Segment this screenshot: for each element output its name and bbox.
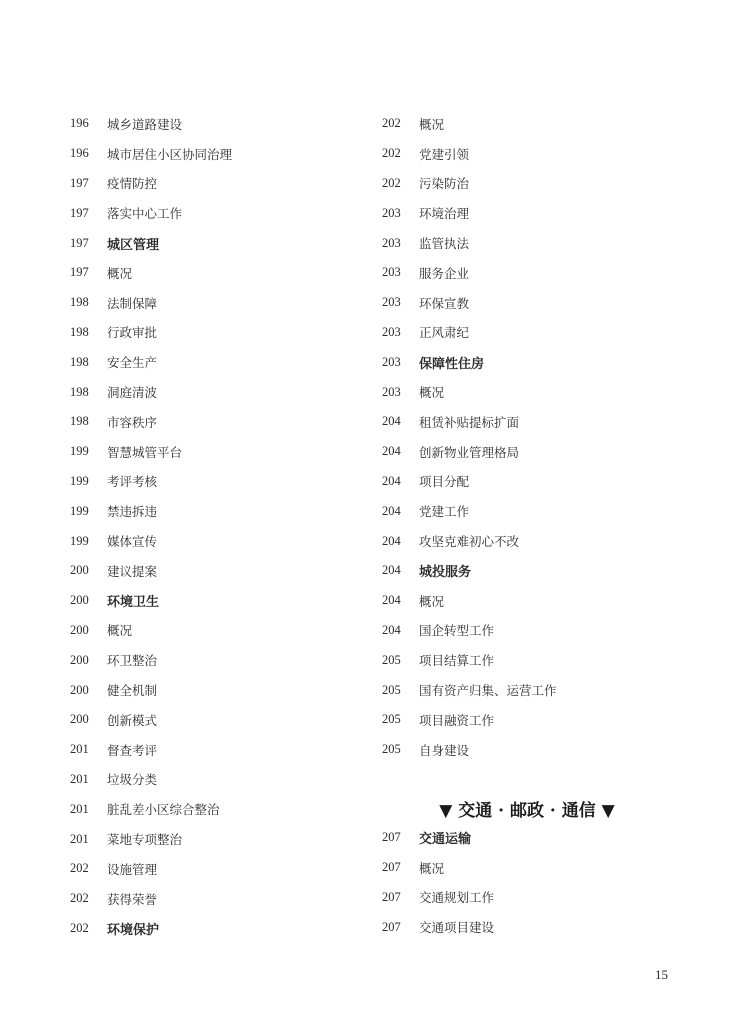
toc-page-number: 205 <box>382 712 401 727</box>
toc-entry-title: 自身建设 <box>419 742 470 758</box>
toc-row <box>70 675 370 705</box>
toc-heading-row <box>382 823 712 853</box>
toc-row <box>70 824 370 854</box>
toc-row <box>382 883 712 913</box>
toc-page-number: 200 <box>70 593 89 608</box>
toc-page-number: 203 <box>382 265 401 280</box>
toc-row <box>382 496 712 526</box>
toc-entry-title: 媒体宣传 <box>107 534 158 550</box>
toc-row <box>382 912 712 942</box>
toc-row <box>382 735 712 765</box>
toc-page-number: 198 <box>70 324 89 339</box>
toc-row <box>382 586 712 616</box>
toc-entry-title: 城乡道路建设 <box>107 116 183 132</box>
toc-page-number: 205 <box>382 652 401 667</box>
toc-page-number: 202 <box>382 146 401 161</box>
toc-entry-title: 城市居住小区协同治理 <box>107 146 233 162</box>
toc-page-number: 196 <box>70 146 89 161</box>
toc-page-number: 199 <box>70 473 89 488</box>
toc-entry-title: 垃圾分类 <box>107 772 158 788</box>
toc-page-number: 199 <box>70 533 89 548</box>
toc-row <box>70 347 370 377</box>
toc-page-number: 203 <box>382 354 401 369</box>
toc-right-column <box>382 109 712 765</box>
toc-entry-title: 监管执法 <box>419 236 470 252</box>
toc-page-number: 204 <box>382 503 401 518</box>
toc-entry-title: 国有资产归集、运营工作 <box>419 683 557 699</box>
toc-row <box>382 198 712 228</box>
toc-page-number: 197 <box>70 235 89 250</box>
toc-page-number: 204 <box>382 414 401 429</box>
toc-page-number: 197 <box>70 205 89 220</box>
toc-row <box>70 854 370 884</box>
toc-page-number: 204 <box>382 563 401 578</box>
toc-entry-title: 健全机制 <box>107 683 158 699</box>
toc-row <box>70 794 370 824</box>
toc-row <box>382 377 712 407</box>
toc-right-column-section <box>382 823 712 942</box>
toc-row <box>70 616 370 646</box>
toc-page-number: 201 <box>70 801 89 816</box>
toc-row <box>382 853 712 883</box>
toc-entry-title: 污染防治 <box>419 176 470 192</box>
toc-row <box>382 407 712 437</box>
toc-row <box>382 228 712 258</box>
toc-row <box>382 645 712 675</box>
toc-row <box>382 139 712 169</box>
toc-row <box>70 645 370 675</box>
toc-row <box>70 198 370 228</box>
toc-row <box>382 526 712 556</box>
toc-row <box>70 169 370 199</box>
toc-entry-title: 获得荣誉 <box>107 891 158 907</box>
toc-row <box>70 437 370 467</box>
toc-entry-title: 智慧城管平台 <box>107 444 183 460</box>
toc-page-number: 204 <box>382 444 401 459</box>
toc-page-number: 197 <box>70 265 89 280</box>
toc-row <box>70 139 370 169</box>
toc-entry-title: 创新物业管理格局 <box>419 444 520 460</box>
toc-row <box>382 169 712 199</box>
toc-entry-title: 考评考核 <box>107 474 158 490</box>
toc-entry-title: 交通规划工作 <box>419 890 495 906</box>
toc-row <box>382 705 712 735</box>
toc-page-number: 201 <box>70 742 89 757</box>
toc-entry-title: 服务企业 <box>419 265 470 281</box>
toc-entry-title: 市容秩序 <box>107 414 158 430</box>
toc-entry-title: 落实中心工作 <box>107 206 183 222</box>
toc-entry-title: 项目分配 <box>419 474 470 490</box>
toc-row <box>382 437 712 467</box>
toc-row <box>70 318 370 348</box>
toc-page-number: 203 <box>382 324 401 339</box>
toc-page-number: 205 <box>382 742 401 757</box>
toc-entry-title: 法制保障 <box>107 295 158 311</box>
toc-entry-title: 租赁补贴提标扩面 <box>419 414 520 430</box>
toc-page-number: 207 <box>382 830 401 845</box>
toc-entry-title: 概况 <box>419 593 445 609</box>
toc-page-number: 204 <box>382 473 401 488</box>
toc-entry-title: 正风肃纪 <box>419 325 470 341</box>
toc-row <box>70 526 370 556</box>
toc-row <box>70 496 370 526</box>
toc-heading: 环境卫生 <box>107 595 160 611</box>
toc-heading-row <box>70 228 370 258</box>
toc-page-number: 198 <box>70 354 89 369</box>
toc-page-number: 207 <box>382 919 401 934</box>
toc-page-number: 200 <box>70 712 89 727</box>
toc-row <box>70 377 370 407</box>
toc-entry-title: 建议提案 <box>107 563 158 579</box>
toc-heading: 城投服务 <box>419 565 472 581</box>
toc-page-number: 202 <box>382 175 401 190</box>
toc-page-number: 202 <box>70 920 89 935</box>
toc-left-column <box>70 109 370 943</box>
toc-row <box>70 467 370 497</box>
toc-page-number: 201 <box>70 831 89 846</box>
toc-page-number: 203 <box>382 295 401 310</box>
toc-entry-title: 脏乱差小区综合整治 <box>107 802 220 818</box>
toc-page-number: 202 <box>70 891 89 906</box>
toc-row <box>382 288 712 318</box>
toc-heading-row <box>382 556 712 586</box>
toc-heading-row <box>382 347 712 377</box>
toc-heading: 交通运输 <box>419 832 472 848</box>
toc-entry-title: 安全生产 <box>107 355 158 371</box>
toc-heading-row <box>70 586 370 616</box>
toc-page-number: 202 <box>382 116 401 131</box>
toc-page-number: 203 <box>382 235 401 250</box>
toc-page-number: 200 <box>70 682 89 697</box>
toc-entry-title: 行政审批 <box>107 325 158 341</box>
toc-page-number: 207 <box>382 889 401 904</box>
toc-entry-title: 项目结算工作 <box>419 653 495 669</box>
toc-row <box>382 258 712 288</box>
toc-entry-title: 环卫整治 <box>107 653 158 669</box>
toc-page-number: 203 <box>382 205 401 220</box>
toc-page-number: 205 <box>382 682 401 697</box>
toc-entry-title: 党建引领 <box>419 146 470 162</box>
toc-entry-title: 党建工作 <box>419 504 470 520</box>
toc-entry-title: 概况 <box>419 116 445 132</box>
toc-entry-title: 禁违拆违 <box>107 504 158 520</box>
toc-row <box>70 705 370 735</box>
toc-entry-title: 概况 <box>107 623 133 639</box>
toc-entry-title: 督查考评 <box>107 742 158 758</box>
section-title: ▼ 交通 · 邮政 · 通信 ▼ <box>439 801 615 821</box>
toc-row <box>70 556 370 586</box>
toc-entry-title: 环保宣教 <box>419 295 470 311</box>
toc-entry-title: 洞庭清波 <box>107 385 158 401</box>
toc-page-number: 204 <box>382 533 401 548</box>
toc-heading: 城区管理 <box>107 237 160 253</box>
toc-page-number: 200 <box>70 622 89 637</box>
page-number: 15 <box>655 967 668 982</box>
toc-page-number: 201 <box>70 771 89 786</box>
toc-page-number: 204 <box>382 622 401 637</box>
toc-page-number: 203 <box>382 384 401 399</box>
toc-page-number: 198 <box>70 295 89 310</box>
toc-entry-title: 菜地专项整治 <box>107 832 183 848</box>
toc-row <box>70 735 370 765</box>
toc-entry-title: 设施管理 <box>107 861 158 877</box>
toc-page-number: 204 <box>382 593 401 608</box>
toc-entry-title: 项目融资工作 <box>419 712 495 728</box>
toc-page-number: 198 <box>70 414 89 429</box>
toc-heading: 保障性住房 <box>419 356 485 372</box>
toc-entry-title: 概况 <box>419 860 445 876</box>
toc-row <box>70 765 370 795</box>
toc-page-number: 196 <box>70 116 89 131</box>
toc-heading-row <box>70 914 370 944</box>
toc-page-number: 202 <box>70 861 89 876</box>
toc-row <box>70 258 370 288</box>
toc-entry-title: 交通项目建设 <box>419 920 495 936</box>
toc-page-number: 207 <box>382 860 401 875</box>
toc-entry-title: 国企转型工作 <box>419 623 495 639</box>
toc-entry-title: 概况 <box>419 385 445 401</box>
toc-row <box>382 616 712 646</box>
toc-entry-title: 概况 <box>107 265 133 281</box>
toc-row <box>70 407 370 437</box>
toc-page-number: 199 <box>70 503 89 518</box>
toc-entry-title: 攻坚克难初心不改 <box>419 534 520 550</box>
toc-entry-title: 创新模式 <box>107 712 158 728</box>
toc-row <box>70 109 370 139</box>
toc-entry-title: 环境治理 <box>419 206 470 222</box>
toc-page-number: 200 <box>70 563 89 578</box>
toc-row <box>382 675 712 705</box>
toc-row <box>382 109 712 139</box>
toc-page-number: 200 <box>70 652 89 667</box>
toc-row <box>70 884 370 914</box>
toc-entry-title: 疫情防控 <box>107 176 158 192</box>
toc-row <box>382 467 712 497</box>
toc-row <box>70 288 370 318</box>
toc-heading: 环境保护 <box>107 922 160 938</box>
toc-page-number: 198 <box>70 384 89 399</box>
toc-page-number: 199 <box>70 444 89 459</box>
toc-page-number: 197 <box>70 175 89 190</box>
toc-row <box>382 318 712 348</box>
